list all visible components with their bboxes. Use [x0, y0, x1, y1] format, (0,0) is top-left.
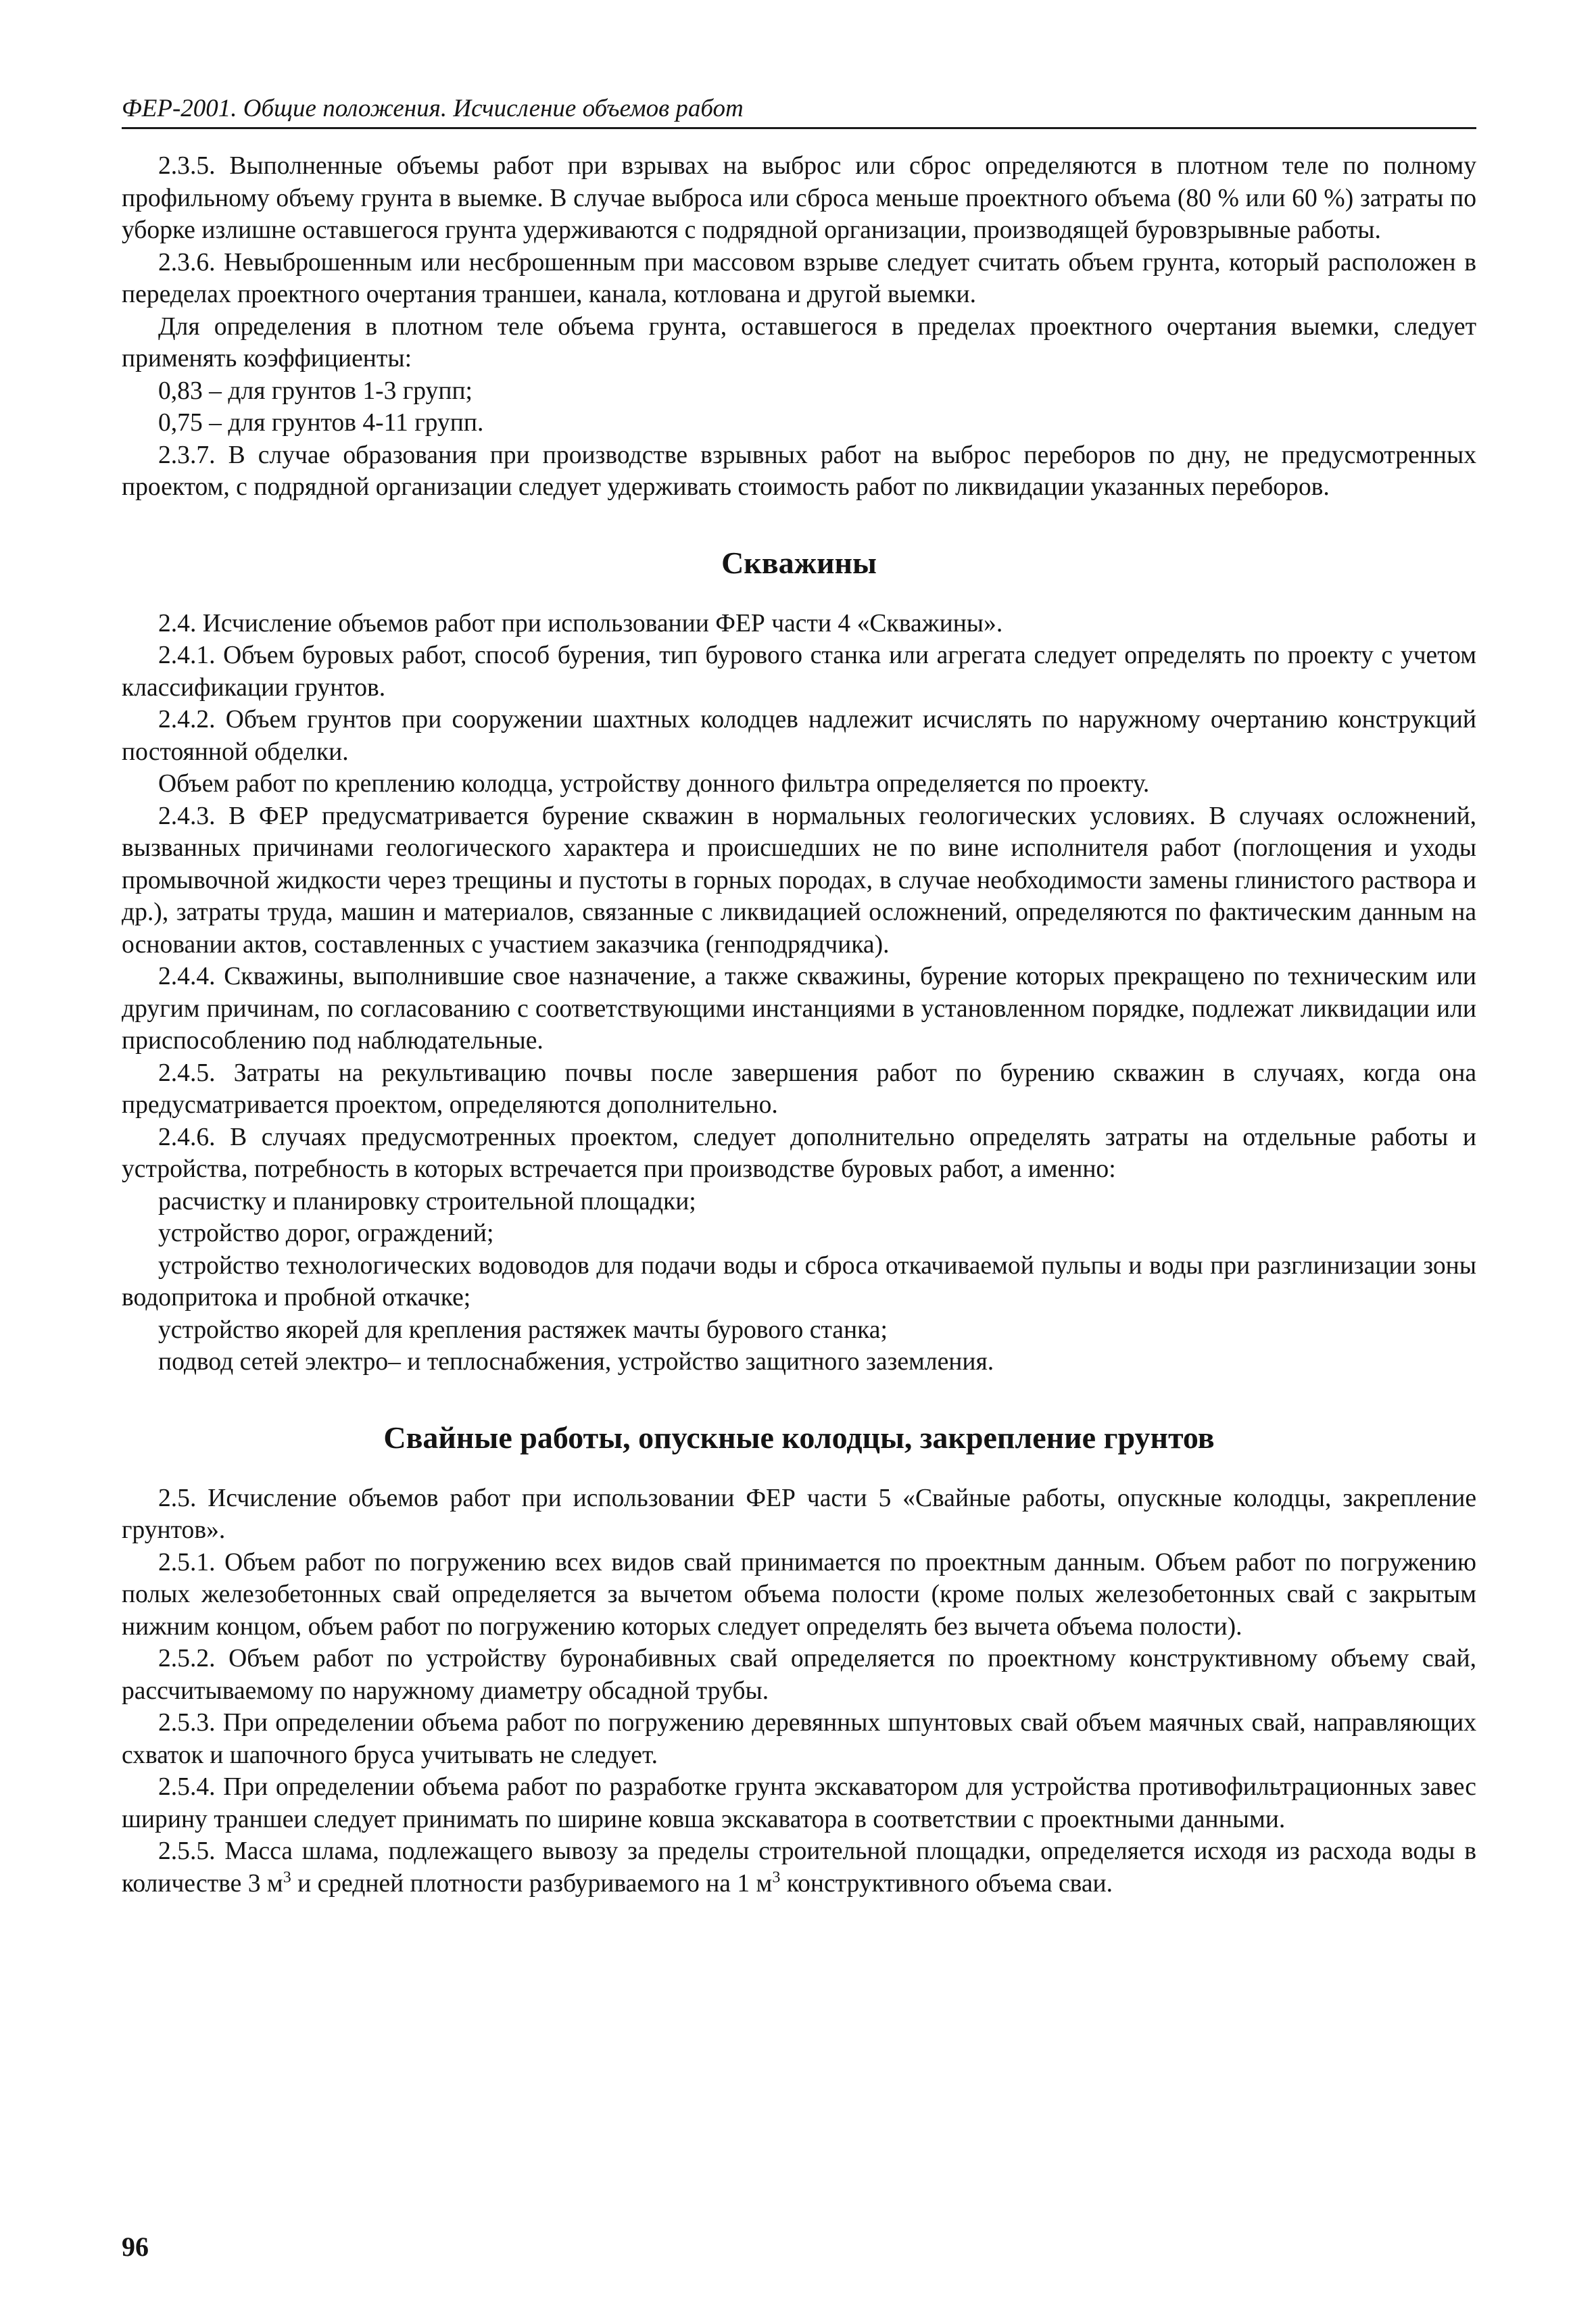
paragraph-2-5-1: 2.5.1. Объем работ по погружению всех видов свай принимается по проектным данным. Объем работ по погружению полых железобетонных свай определяется за вычетом объема полости (кроме полых железобетонных свай с закрытым нижним концом, объем работ по погружению которых следует определять без вычета объема полости). — [122, 1548, 1476, 1641]
superscript-cubic: 3 — [283, 1868, 291, 1886]
paragraph-2-5: 2.5. Исчисление объемов работ при использовании ФЕР части 5 «Свайные работы, опускные колодцы, закрепление грунтов». — [122, 1484, 1476, 1544]
paragraph-2-4-6: 2.4.6. В случаях предусмотренных проектом, следует дополнительно определять затраты на отдельные работы и устройства, потребность в которых встречается при производстве буровых работ, а именно: — [122, 1123, 1476, 1183]
paragraph-well-lining: Объем работ по креплению колодца, устройству донного фильтра определяется по проекту. — [158, 770, 1150, 798]
paragraph-2-4-5: 2.4.5. Затраты на рекультивацию почвы после завершения работ по бурению скважин в случаях, когда она предусматривается проектом, определяются дополнительно. — [122, 1059, 1476, 1119]
paragraph-2-4-2: 2.4.2. Объем грунтов при сооружении шахтных колодцев надлежит исчислять по наружному очертанию конструкций постоянной обделки. — [122, 706, 1476, 766]
running-header: ФЕР-2001. Общие положения. Исчисление объемов работ — [122, 93, 1476, 129]
paragraph-2-4-1: 2.4.1. Объем буровых работ, способ бурения, тип бурового станка или агрегата следует определять по проекту с учетом классификации грунтов. — [122, 642, 1476, 702]
paragraph-2-3-6: 2.3.6. Невыброшенным или несброшенным при массовом взрыве следует считать объем грунта, который расположен в переделах проектного очертания траншеи, канала, котлована и другой выемки. — [122, 248, 1476, 308]
list-item: подвод сетей электро– и теплоснабжения, устройство защитного заземления. — [158, 1348, 994, 1376]
paragraph-2-5-2: 2.5.2. Объем работ по устройству буронабивных свай определяется по проектному конструктивному объему свай, рассчитываемому по наружному диаметру обсадной трубы. — [122, 1645, 1476, 1705]
coefficient-item: 0,75 – для грунтов 4-11 групп. — [158, 409, 484, 437]
paragraph-2-4-3: 2.4.3. В ФЕР предусматривается бурение скважин в нормальных геологических условиях. В случаях осложнений, вызванных причинами геологического характера и происшедших не по вине исполнителя работ (поглощения и уходы промывочной жидкости через трещины и пустоты в горных породах, в случае необходимости замены глинистого раствора и др.), затраты труда, машин и материалов, связанные с ликвидацией осложнений, определяются по фактическим данным на основании актов, составленных с участием заказчика (генподрядчика). — [122, 802, 1476, 959]
paragraph-2-3-7: 2.3.7. В случае образования при производстве взрывных работ на выброс переборов по дну, не предусмотренных проектом, с подрядной организации следует удерживать стоимость работ по ликвидации указанных переборов. — [122, 441, 1476, 501]
paragraph-2-5-3: 2.5.3. При определении объема работ по погружению деревянных шпунтовых свай объем маячных свай, направляющих схваток и шапочного бруса учитывать не следует. — [122, 1709, 1476, 1769]
paragraph-2-5-4: 2.5.4. При определении объема работ по разработке грунта экскаватором для устройства противофильтрационных завес ширину траншеи следует принимать по ширине ковша экскаватора в соответствии с проектными данными. — [122, 1773, 1476, 1833]
section-piling — [122, 1482, 1476, 1900]
paragraph-2-5-5-text: конструктивного объема сваи. — [780, 1869, 1113, 1898]
paragraph-coefficients-intro: Для определения в плотном теле объема грунта, оставшегося в пределах проектного очертания выемки, следует применять коэффициенты: — [122, 312, 1476, 372]
section-wells — [122, 608, 1476, 1378]
list-item: устройство дорог, ограждений; — [158, 1220, 494, 1247]
paragraph-2-5-5 — [122, 1835, 1476, 1900]
section-heading-piling: Свайные работы, опускные колодцы, закрепление грунтов — [383, 1420, 1215, 1455]
superscript-cubic: 3 — [772, 1868, 781, 1886]
paragraph-2-4: 2.4. Исчисление объемов работ при использовании ФЕР части 4 «Скважины». — [158, 609, 1003, 637]
paragraph-2-3-5: 2.3.5. Выполненные объемы работ при взрывах на выброс или сброс определяются в плотном теле по полному профильному объему грунта в выемке. В случае выброса или сброса меньше проектного объема (80 % или 60 %) затраты по уборке излишне оставшегося грунта удерживаются с подрядной организации, производящей буровзрывные работы. — [122, 152, 1476, 244]
page-body — [122, 150, 1476, 1900]
paragraph-2-5-5-text: и средней плотности разбуриваемого на 1 м — [291, 1869, 773, 1898]
paragraph-2-5-5-text: 2.5.5. Масса шлама, подлежащего вывозу за пределы строительной площадки, определяется исходя из расхода воды в количестве 3 м — [122, 1837, 1476, 1898]
paragraph-2-4-4: 2.4.4. Скважины, выполнившие свое назначение, а также скважины, бурение которых прекращено по техническим или другим причинам, по согласованию с соответствующими инстанциями в установленном порядке, подлежат ликвидации или приспособлению под наблюдательные. — [122, 963, 1476, 1055]
section-blasting — [122, 150, 1476, 504]
list-item: устройство якорей для крепления растяжек мачты бурового станка; — [158, 1316, 888, 1344]
coefficient-item: 0,83 – для грунтов 1-3 групп; — [158, 377, 473, 405]
section-heading-wells: Скважины — [721, 545, 877, 580]
page-number: 96 — [122, 2231, 149, 2262]
list-item: устройство технологических водоводов для подачи воды и сброса откачиваемой пульпы и воды при разглинизации зоны водопритока и пробной откачке; — [122, 1251, 1476, 1311]
list-item: расчистку и планировку строительной площадки; — [158, 1187, 696, 1215]
